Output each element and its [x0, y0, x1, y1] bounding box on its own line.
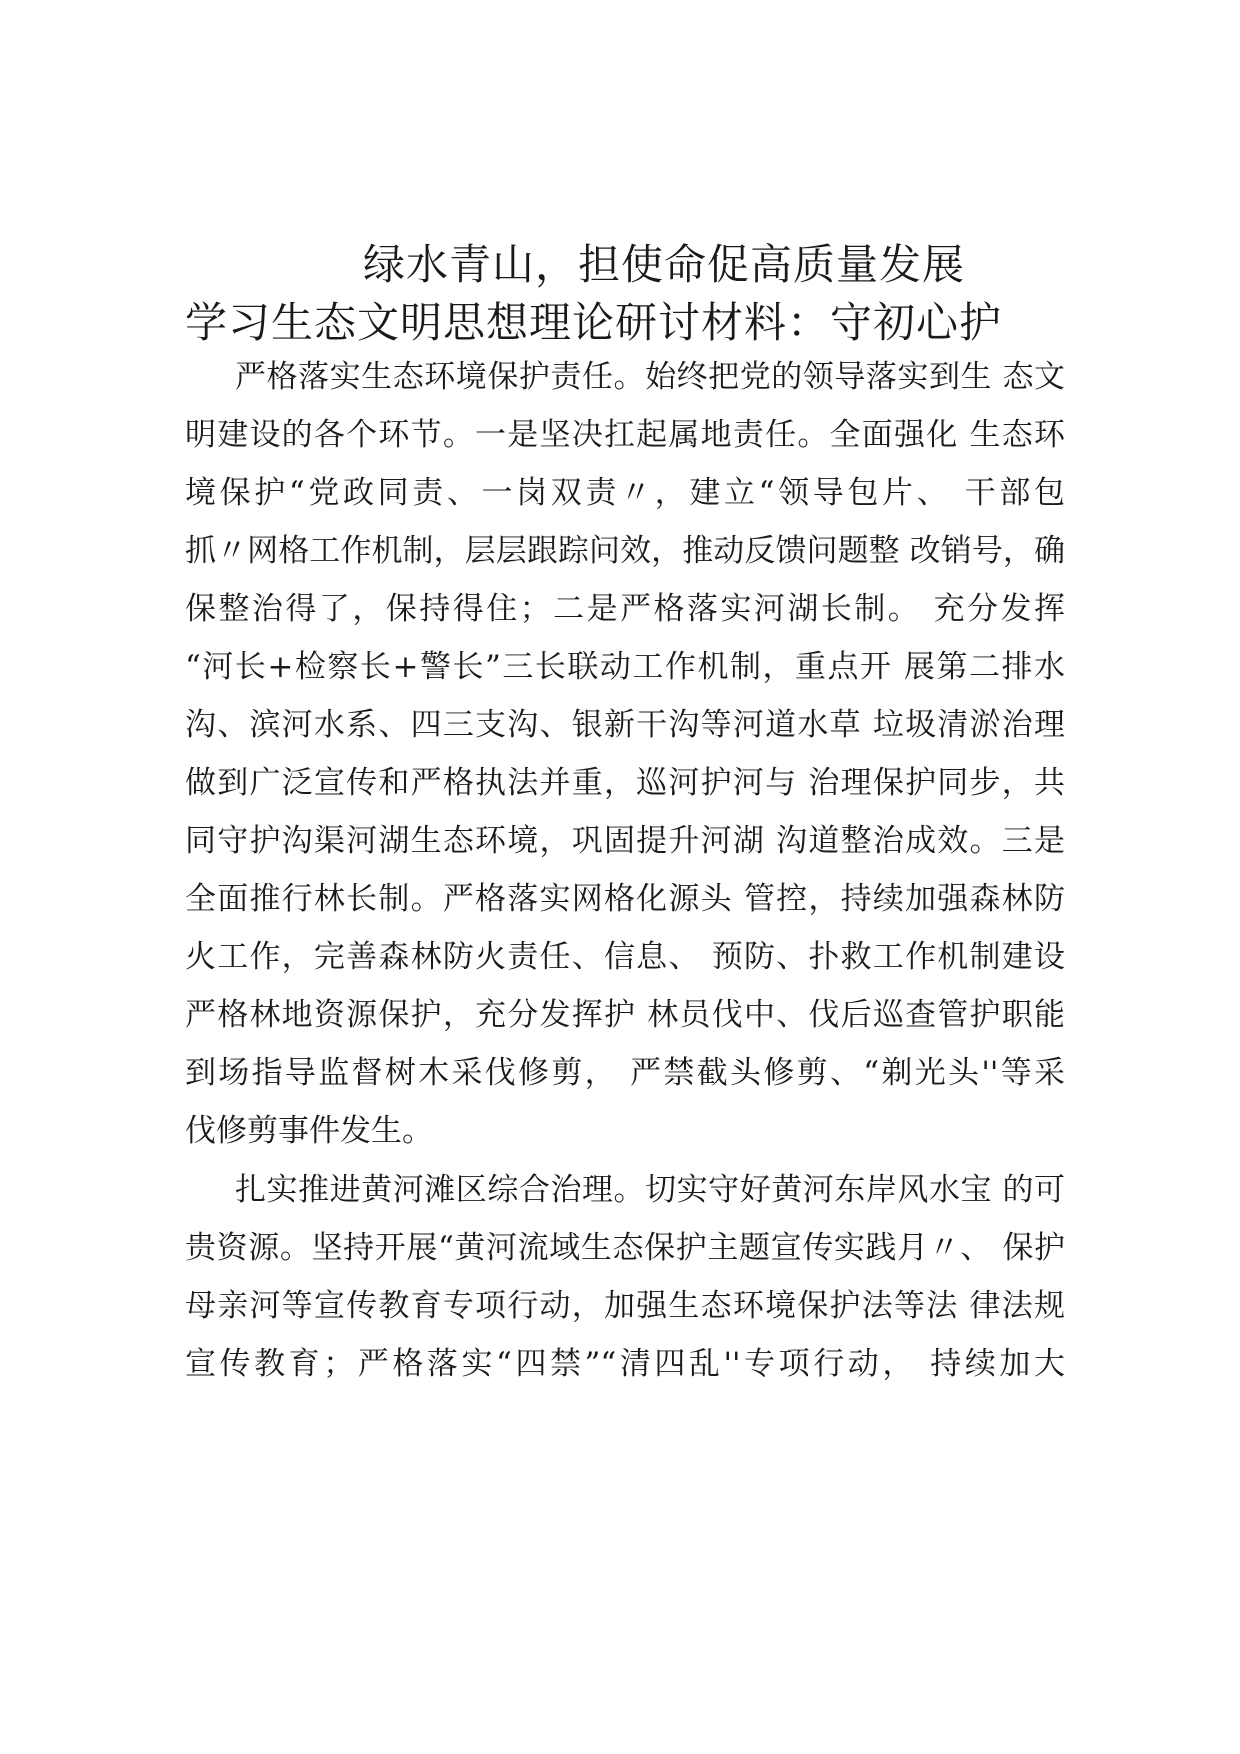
paragraph-line: 到场指导监督树木采伐修剪， 严禁截头修剪、“剃光头''等采 — [185, 1055, 1065, 1091]
paragraph-line: 同守护沟渠河湖生态环境，巩固提升河湖 沟道整治成效。三是 — [185, 823, 1065, 859]
paragraph-line: 境保护“党政同责、一岗双责〃，建立“领导包片、 干部包 — [185, 475, 1065, 511]
paragraph-line: 母亲河等宣传教育专项行动，加强生态环境保护法等法 律法规 — [185, 1288, 1065, 1324]
paragraph-line: 严格林地资源保护，充分发挥护 林员伐中、伐后巡查管护职能 — [185, 997, 1065, 1033]
paragraph-line: 保整治得了，保持得住；二是严格落实河湖长制。 充分发挥 — [185, 591, 1065, 627]
paragraph-line: “河长+检察长+警长”三长联动工作机制，重点开 展第二排水 — [185, 649, 1065, 685]
paragraph-line: 明建设的各个环节。一是坚决扛起属地责任。全面强化 生态环 — [185, 417, 1065, 453]
document-title-line-2: 学习生态文明思想理论研讨材料：守初心护 — [185, 298, 1003, 347]
paragraph-line: 贵资源。坚持开展“黄河流域生态保护主题宣传实践月〃、 保护 — [185, 1230, 1065, 1266]
paragraph-line: 全面推行林长制。严格落实网格化源头 管控，持续加强森林防 — [185, 881, 1065, 917]
paragraph-line: 沟、滨河水系、四三支沟、银新干沟等河道水草 垃圾清淤治理 — [185, 707, 1065, 743]
paragraph-line: 伐修剪事件发生。 — [185, 1113, 433, 1149]
paragraph-line: 扎实推进黄河滩区综合治理。切实守好黄河东岸风水宝 的可 — [235, 1172, 1065, 1208]
paragraph-line: 宣传教育；严格落实“四禁”“清四乱''专项行动， 持续加大 — [185, 1346, 1065, 1382]
document-title-line-1: 绿水青山，担使命促高质量发展 — [363, 240, 966, 289]
paragraph-line: 火工作，完善森林防火责任、信息、 预防、扑救工作机制建设 — [185, 939, 1065, 975]
paragraph-line: 做到广泛宣传和严格执法并重，巡河护河与 治理保护同步，共 — [185, 765, 1065, 801]
paragraph-line: 抓〃网格工作机制，层层跟踪问效，推动反馈问题整 改销号，确 — [185, 533, 1065, 569]
paragraph-line: 严格落实生态环境保护责任。始终把党的领导落实到生 态文 — [235, 359, 1065, 395]
